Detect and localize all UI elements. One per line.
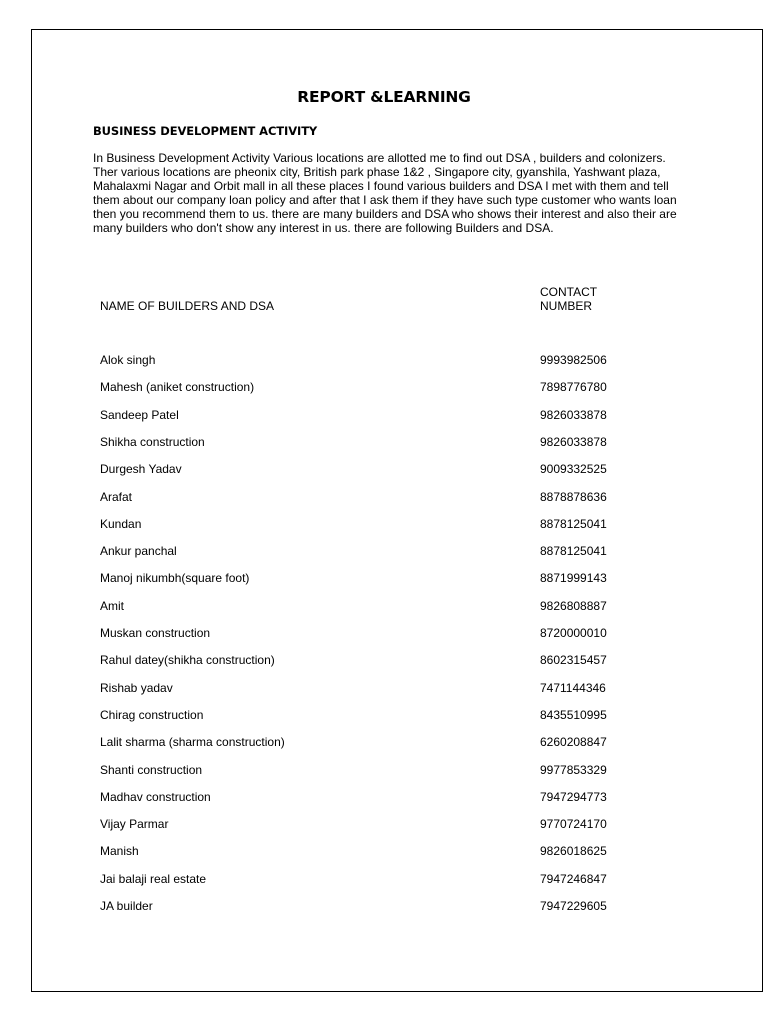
contact-name: Madhav construction (100, 789, 211, 804)
contact-number: 8435510995 (540, 707, 607, 722)
contact-number: 9977853329 (540, 762, 607, 777)
intro-paragraph: In Business Development Activity Various locations are allotted me to find out DSA , builders and colonizers. Ther various locations are pheonix city, British park phase 1&2 , Singapore city, gyanshila, Yashwant plaza, Mahalaxmi Nagar and Orbit mall in all these places I found various builders and DSA I met with them and tell them about our company loan policy and after that I ask them if they have such type customer who wants loan then you recommend them to us. there are many builders and DSA who shows their interest and also their are many builders who don't show any interest in us. there are following Builders and DSA. (93, 151, 677, 235)
contact-name: Shikha construction (100, 434, 205, 449)
contact-number: 9826808887 (540, 598, 607, 613)
contact-name: Rishab yadav (100, 680, 173, 695)
contact-name: Ankur panchal (100, 544, 177, 559)
contact-name: Mahesh (aniket construction) (100, 380, 255, 395)
contact-number: 9826018625 (540, 844, 607, 859)
contact-number: 9826033878 (540, 407, 607, 422)
contact-number: 8878878636 (540, 489, 607, 504)
contact-number: 7947294773 (540, 789, 607, 804)
contact-name: Arafat (100, 489, 133, 504)
contact-name: JA builder (100, 899, 153, 913)
contact-number: 7898776780 (540, 380, 607, 395)
column-header-name: NAME OF BUILDERS AND DSA (100, 299, 275, 313)
contact-name: Durgesh Yadav (100, 462, 182, 477)
contact-name: Chirag construction (100, 707, 204, 722)
contact-number: 7947246847 (540, 871, 607, 886)
contact-number: 8878125041 (540, 516, 607, 531)
contact-name: Muskan construction (100, 626, 211, 640)
contact-name: Jai balaji real estate (100, 871, 207, 886)
contact-number: 8720000010 (540, 626, 607, 640)
report-title: REPORT &LEARNING (297, 88, 471, 106)
section-heading: BUSINESS DEVELOPMENT ACTIVITY (93, 124, 318, 138)
contact-name: Sandeep Patel (100, 407, 179, 422)
contact-name: Vijay Parmar (100, 817, 169, 832)
contact-number: 9770724170 (540, 817, 607, 832)
contact-name: Alok singh (100, 353, 156, 367)
contact-name: Rahul datey(shikha construction) (100, 653, 275, 668)
column-header-contact: CONTACT NUMBER (540, 285, 597, 313)
contact-name: Manish (100, 844, 139, 859)
contact-name: Lalit sharma (sharma construction) (100, 735, 285, 750)
contact-number: 8871999143 (540, 571, 607, 586)
contact-number: 8602315457 (540, 653, 607, 668)
contact-number: 8878125041 (540, 544, 607, 559)
contact-number: 6260208847 (540, 735, 607, 750)
contact-name: Shanti construction (100, 762, 203, 777)
contact-name: Manoj nikumbh(square foot) (100, 571, 250, 586)
contact-number: 9993982506 (540, 353, 607, 367)
contact-name: Kundan (100, 516, 142, 531)
contact-name: Amit (100, 598, 124, 613)
contact-number: 9826033878 (540, 434, 607, 449)
contact-number: 7471144346 (540, 680, 606, 695)
contact-number: 7947229605 (540, 899, 607, 913)
contact-number: 9009332525 (540, 462, 607, 477)
